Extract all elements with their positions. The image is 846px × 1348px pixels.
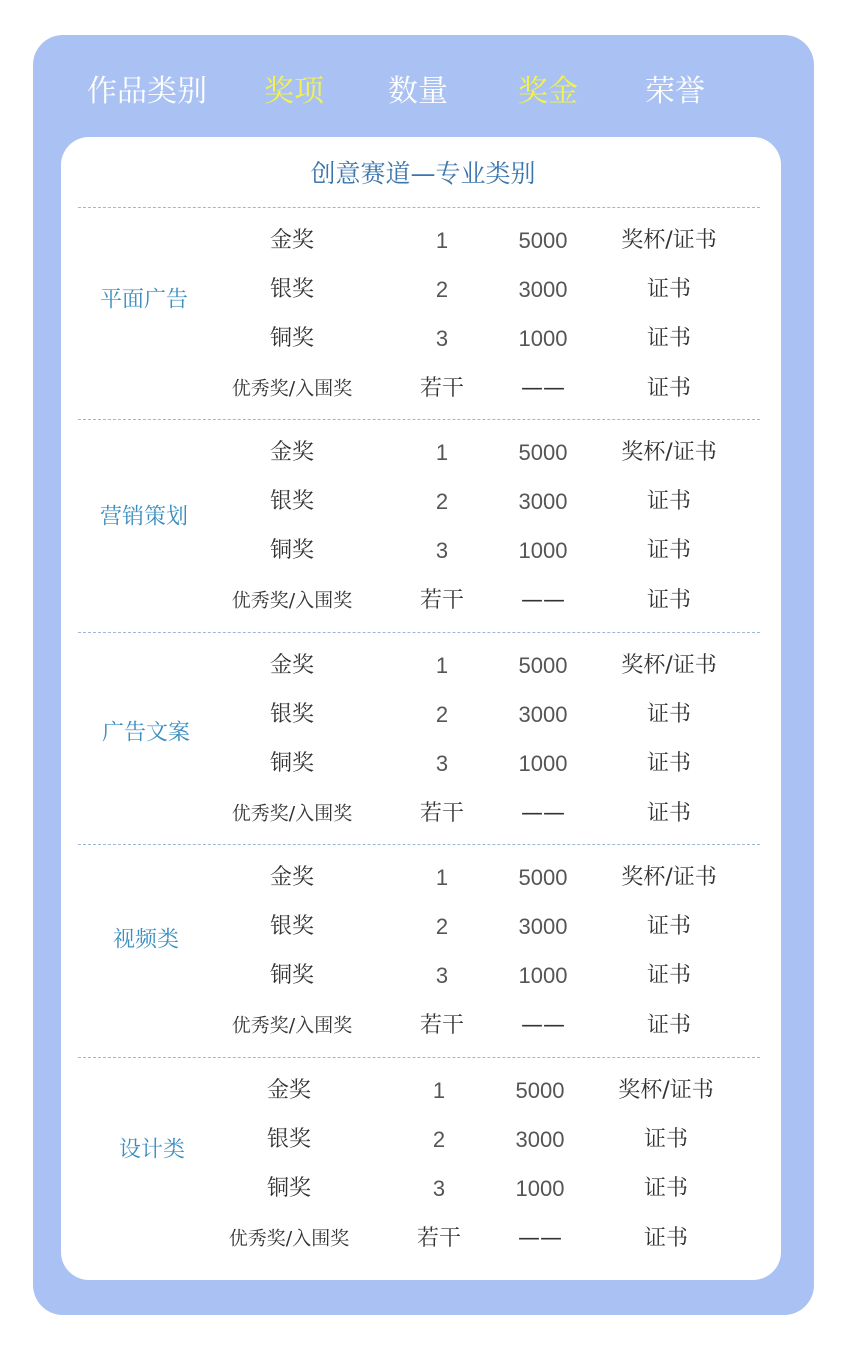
header-award: 奖项 [264, 74, 324, 109]
header-honor: 荣誉 [645, 74, 705, 109]
honor-cell: 证书 [646, 376, 692, 401]
count-cell: 3 [435, 538, 449, 563]
honor-cell: 奖杯/证书 [621, 440, 717, 465]
category-label: 设计类 [118, 1137, 186, 1163]
count-cell: 1 [435, 440, 449, 465]
prize-cell: —— [521, 1013, 565, 1038]
category-label: 平面广告 [99, 287, 189, 313]
count-cell: 3 [435, 751, 449, 776]
award-cell: 优秀奖/入围奖 [228, 1227, 350, 1250]
award-cell: 铜奖 [269, 326, 315, 351]
honor-cell: 证书 [646, 538, 692, 563]
honor-cell: 证书 [646, 326, 692, 351]
count-cell: 若干 [419, 1013, 465, 1038]
honor-cell: 证书 [646, 1013, 692, 1038]
award-cell: 铜奖 [266, 1176, 312, 1201]
prize-cell: 1000 [518, 538, 568, 563]
prize-cell: 3000 [518, 489, 568, 514]
award-cell: 金奖 [269, 228, 315, 253]
count-cell: 3 [435, 326, 449, 351]
award-cell: 银奖 [269, 277, 315, 302]
group-divider [78, 632, 760, 633]
honor-cell: 证书 [643, 1127, 689, 1152]
award-cell: 铜奖 [269, 751, 315, 776]
award-cell: 银奖 [266, 1127, 312, 1152]
prize-cell: 3000 [518, 914, 568, 939]
prize-cell: —— [518, 1226, 562, 1251]
award-cell: 金奖 [269, 440, 315, 465]
count-cell: 若干 [419, 588, 465, 613]
honor-cell: 奖杯/证书 [621, 228, 717, 253]
prize-cell: 3000 [518, 277, 568, 302]
honor-cell: 证书 [646, 277, 692, 302]
honor-cell: 奖杯/证书 [621, 865, 717, 890]
count-cell: 1 [435, 228, 449, 253]
count-cell: 2 [435, 702, 449, 727]
honor-cell: 证书 [646, 702, 692, 727]
award-cell: 金奖 [269, 653, 315, 678]
panel-title: 创意赛道—专业类别 [310, 159, 536, 188]
honor-cell: 证书 [643, 1176, 689, 1201]
count-cell: 3 [432, 1176, 446, 1201]
header-count: 数量 [388, 74, 448, 109]
award-cell: 优秀奖/入围奖 [231, 589, 353, 612]
honor-cell: 奖杯/证书 [618, 1078, 714, 1103]
prize-cell: 5000 [518, 440, 568, 465]
award-cell: 优秀奖/入围奖 [231, 377, 353, 400]
count-cell: 2 [435, 277, 449, 302]
count-cell: 2 [432, 1127, 446, 1152]
prize-cell: 5000 [515, 1078, 565, 1103]
prize-cell: 1000 [518, 963, 568, 988]
award-cell: 优秀奖/入围奖 [231, 802, 353, 825]
prize-cell: 5000 [518, 653, 568, 678]
count-cell: 1 [432, 1078, 446, 1103]
table-header [0, 70, 846, 114]
award-cell: 银奖 [269, 702, 315, 727]
prize-cell: 3000 [515, 1127, 565, 1152]
count-cell: 3 [435, 963, 449, 988]
group-divider [78, 1057, 760, 1058]
group-divider [78, 207, 760, 208]
count-cell: 1 [435, 653, 449, 678]
group-divider [78, 844, 760, 845]
group-divider [78, 419, 760, 420]
honor-cell: 证书 [646, 751, 692, 776]
honor-cell: 奖杯/证书 [621, 653, 717, 678]
count-cell: 若干 [419, 801, 465, 826]
count-cell: 2 [435, 489, 449, 514]
prize-cell: 3000 [518, 702, 568, 727]
count-cell: 2 [435, 914, 449, 939]
header-prize: 奖金 [518, 74, 578, 109]
count-cell: 若干 [416, 1226, 462, 1251]
award-cell: 铜奖 [269, 538, 315, 563]
category-label: 营销策划 [99, 504, 189, 530]
honor-cell: 证书 [646, 801, 692, 826]
count-cell: 若干 [419, 376, 465, 401]
prize-cell: 5000 [518, 228, 568, 253]
award-cell: 金奖 [266, 1078, 312, 1103]
prize-cell: —— [521, 376, 565, 401]
honor-cell: 证书 [646, 963, 692, 988]
prize-cell: —— [521, 801, 565, 826]
prize-cell: —— [521, 588, 565, 613]
category-label: 广告文案 [101, 720, 191, 746]
award-cell: 铜奖 [269, 963, 315, 988]
honor-cell: 证书 [646, 489, 692, 514]
award-cell: 金奖 [269, 865, 315, 890]
count-cell: 1 [435, 865, 449, 890]
prize-cell: 1000 [518, 326, 568, 351]
header-category: 作品类别 [87, 74, 207, 109]
award-cell: 优秀奖/入围奖 [231, 1014, 353, 1037]
honor-cell: 证书 [643, 1226, 689, 1251]
honor-cell: 证书 [646, 914, 692, 939]
award-cell: 银奖 [269, 914, 315, 939]
award-cell: 银奖 [269, 489, 315, 514]
prize-cell: 1000 [515, 1176, 565, 1201]
prize-cell: 1000 [518, 751, 568, 776]
category-label: 视频类 [112, 927, 180, 953]
prize-cell: 5000 [518, 865, 568, 890]
honor-cell: 证书 [646, 588, 692, 613]
